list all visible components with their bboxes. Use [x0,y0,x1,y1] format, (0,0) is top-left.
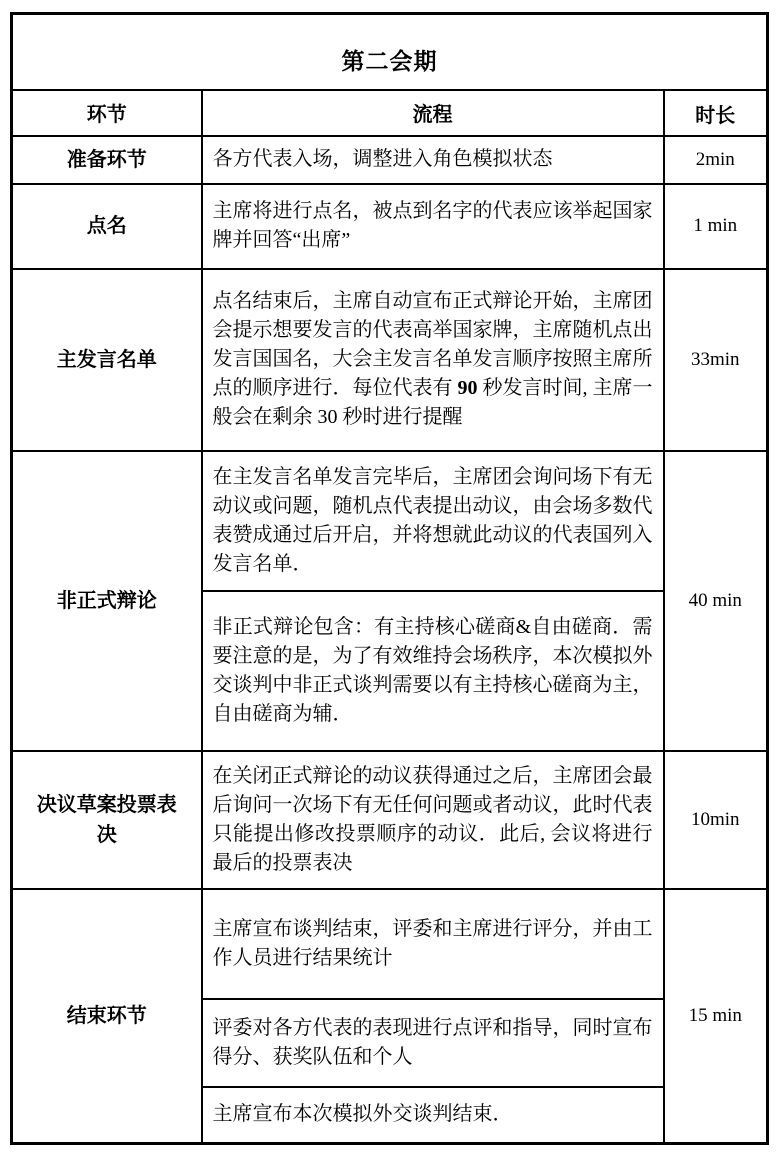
stage-cell-closing: 结束环节 [12,889,202,1144]
process-cell-rollcall: 主席将进行点名，被点到名字的代表应该举起国家牌并回答“出席” [202,184,664,269]
table-row [12,136,768,184]
process-text-part: 秒发言时间, 主席一般会在剩余 30 秒时进行提醒 [212,377,653,428]
process-cell-informal-debate-1: 在主发言名单发言完毕后，主席团会询问场下有无动议或问题，随机点代表提出动议，由会场多数代表赞成通过后开启，并将想就此动议的代表国列入发言名单． [202,451,664,591]
table-row [12,451,768,591]
duration-cell-speakers-list: 33min [664,269,768,451]
process-cell-preparation: 各方代表入场，调整进入角色模拟状态 [202,136,664,184]
duration-cell-closing: 15 min [664,889,768,1144]
table-row [12,184,768,269]
stage-cell-voting: 决议草案投票表决 [12,751,202,889]
process-text-part: 点名结束后，主席自动宣布正式辩论开始，主席团会提示想要发言的代表高举国家牌，主席随机点出发言国国名，大会主发言名单发言顺序按照主席所点的顺序进行．每位代表有 [212,290,653,399]
process-cell-voting: 在关闭正式辩论的动议获得通过之后，主席团会最后询问一次场下有无任何问题或者动议，此时代表只能提出修改投票顺序的动议．此后, 会议将进行最后的投票表决 [202,751,664,889]
duration-cell-informal-debate: 40 min [664,451,768,751]
process-cell-informal-debate-2: 非正式辩论包含：有主持核心磋商&自由磋商．需要注意的是，为了有效维持会场秩序，本次模拟外交谈判中非正式谈判需要以有主持核心磋商为主，自由磋商为辅． [202,591,664,751]
header-row [12,90,768,136]
table-row [12,751,768,889]
stage-cell-informal-debate: 非正式辩论 [12,451,202,751]
process-cell-closing-1: 主席宣布谈判结束，评委和主席进行评分，并由工作人员进行结果统计 [202,889,664,999]
process-text-bold: 90 [457,377,478,399]
duration-cell-voting: 10min [664,751,768,889]
process-cell-closing-3: 主席宣布本次模拟外交谈判结束． [202,1087,664,1144]
header-stage: 环节 [12,90,202,136]
session-title: 第二会期 [12,14,768,90]
duration-cell-rollcall: 1 min [664,184,768,269]
header-process: 流程 [202,90,664,136]
stage-cell-preparation: 准备环节 [12,136,202,184]
schedule-table [10,12,769,1145]
stage-cell-speakers-list: 主发言名单 [12,269,202,451]
stage-cell-rollcall: 点名 [12,184,202,269]
table-row [12,889,768,999]
process-cell-closing-2: 评委对各方代表的表现进行点评和指导，同时宣布得分、获奖队伍和个人 [202,999,664,1087]
process-cell-speakers-list [202,269,664,451]
table-row [12,269,768,451]
header-duration: 时长 [664,90,768,136]
duration-cell-preparation: 2min [664,136,768,184]
title-row [12,14,768,90]
